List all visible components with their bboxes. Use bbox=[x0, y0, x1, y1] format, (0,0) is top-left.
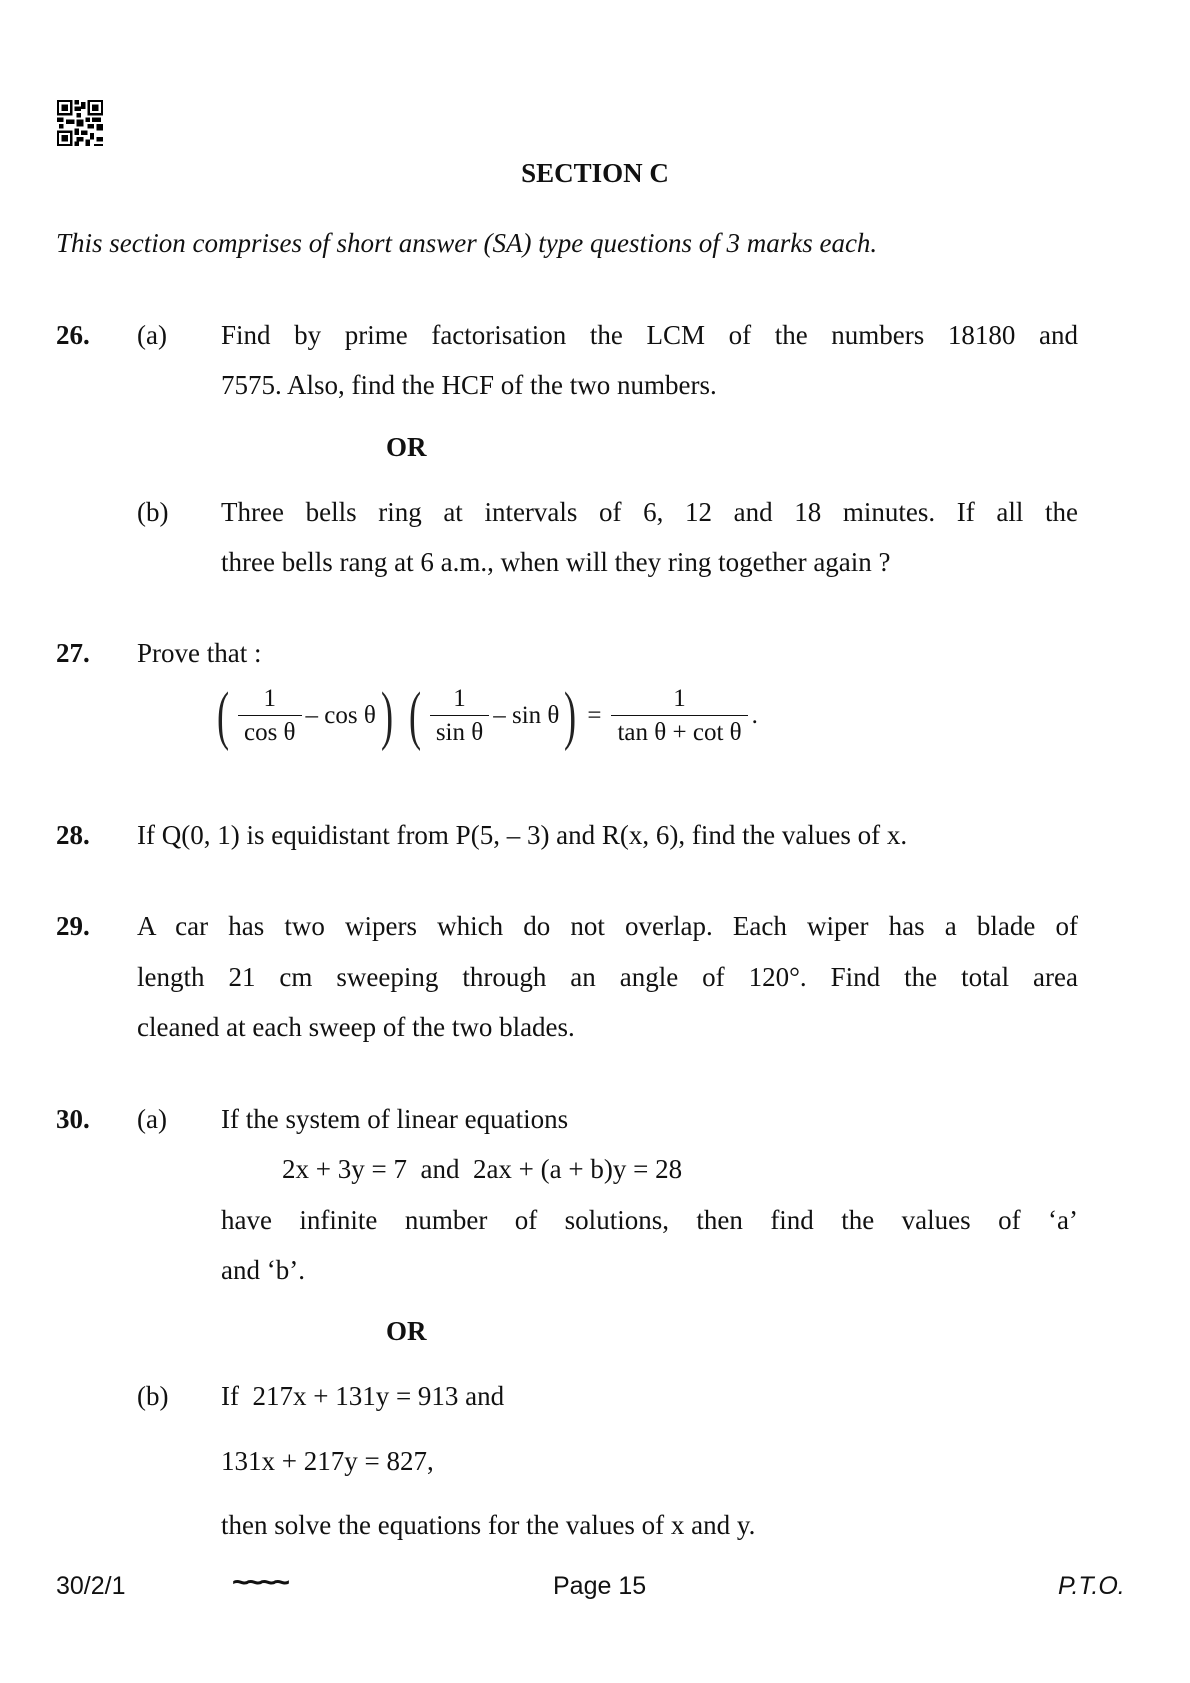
question-text: Find by prime factorisation the LCM of the numbers 18180 and bbox=[221, 320, 1078, 350]
question-text: three bells rang at 6 a.m., when will they ring together again ? bbox=[221, 547, 891, 577]
fraction: $\frac{1}{\text{cos θ}}$ bbox=[238, 685, 302, 747]
fraction: $\frac{1}{\text{sin θ}}$ bbox=[430, 685, 489, 747]
right-paren: ) bbox=[564, 679, 577, 752]
part-label: (b) bbox=[137, 1381, 169, 1411]
equation: 2x + 3y = 7 and 2ax + (a + b)y = 28 bbox=[282, 1154, 683, 1184]
question-text: A car has two wipers which do not overlap. Each wiper has a blade of bbox=[137, 911, 1078, 941]
or-separator: OR bbox=[386, 1316, 427, 1346]
section-intro: This section comprises of short answer (SA) type questions of 3 marks each. bbox=[56, 228, 878, 258]
equation: 131x + 217y = 827, bbox=[221, 1446, 434, 1476]
question-number: 27. bbox=[56, 638, 90, 668]
question-text: cleaned at each sweep of the two blades. bbox=[137, 1012, 575, 1042]
question-text: If Q(0, 1) is equidistant from P(5, – 3) and R(x, 6), find the values of x. bbox=[137, 820, 908, 850]
question-text: 7575. Also, find the HCF of the two numbers. bbox=[221, 370, 717, 400]
part-label: (a) bbox=[137, 1104, 167, 1134]
question-text: If the system of linear equations bbox=[221, 1104, 569, 1134]
question-text: have infinite number of solutions, then find the values of ‘a’ bbox=[221, 1205, 1078, 1235]
trig-identity-formula: ( $\frac{1}{\text{cos θ}}$ – cos θ ) ( $\frac{1}{\text{sin θ}}$ – sin θ ) = $\frac{1}{\text{tan θ + cot θ}}$ . bbox=[216, 679, 758, 752]
right-paren: ) bbox=[380, 679, 393, 752]
qr-code-icon bbox=[57, 100, 103, 146]
question-number: 30. bbox=[56, 1104, 90, 1134]
or-separator: OR bbox=[386, 432, 427, 462]
question-text: Prove that : bbox=[137, 638, 262, 668]
question-text: then solve the equations for the values of x and y. bbox=[221, 1510, 756, 1540]
equation: If 217x + 131y = 913 and bbox=[221, 1381, 505, 1411]
page-number: Page 15 bbox=[553, 1572, 647, 1600]
question-number: 28. bbox=[56, 820, 90, 850]
part-label: (a) bbox=[137, 320, 167, 350]
question-text: length 21 cm sweeping through an angle of 120°. Find the total area bbox=[137, 962, 1078, 992]
question-text: and ‘b’. bbox=[221, 1255, 305, 1285]
left-paren: ( bbox=[408, 679, 421, 752]
pto-label: P.T.O. bbox=[1058, 1572, 1125, 1600]
question-number: 26. bbox=[56, 320, 90, 350]
section-title: SECTION C bbox=[521, 158, 669, 188]
question-number: 29. bbox=[56, 911, 90, 941]
paper-code: 30/2/1 bbox=[56, 1572, 126, 1600]
wave-ornament-icon: ~~~~ bbox=[232, 1566, 287, 1599]
question-text: Three bells ring at intervals of 6, 12 and 18 minutes. If all the bbox=[221, 497, 1078, 527]
left-paren: ( bbox=[216, 679, 230, 752]
part-label: (b) bbox=[137, 497, 169, 527]
fraction: $\frac{1}{\text{tan θ + cot θ}}$ bbox=[611, 685, 747, 747]
